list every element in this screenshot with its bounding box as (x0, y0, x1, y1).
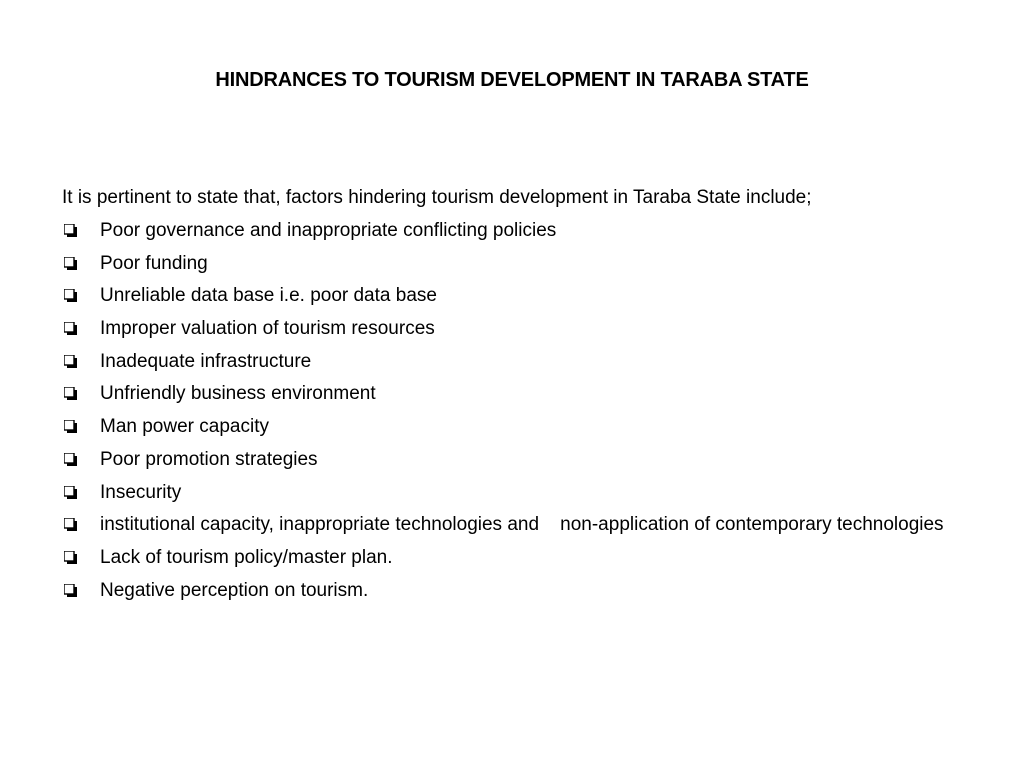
list-item-text: Improper valuation of tourism resources (100, 318, 435, 340)
list-item (62, 250, 962, 277)
checkbox-square-icon (64, 289, 77, 302)
list-item (62, 282, 962, 309)
list-item (62, 511, 962, 538)
list-item-text: Negative perception on tourism. (100, 579, 369, 601)
checkbox-square-icon (64, 387, 77, 400)
list-item (62, 315, 962, 342)
list-item (62, 413, 962, 440)
slide-content (62, 184, 962, 609)
list-item (62, 577, 962, 604)
checkbox-square-icon (64, 584, 77, 597)
checkbox-square-icon (64, 518, 77, 531)
list-item-text: institutional capacity, inappropriate technologies and non-application of contemporary technologies (100, 514, 944, 536)
list-item-text: Unreliable data base i.e. poor data base (100, 285, 437, 307)
list-item-text: Unfriendly business environment (100, 383, 376, 405)
list-item (62, 544, 962, 571)
checkbox-square-icon (64, 420, 77, 433)
bullet-list (62, 217, 962, 604)
list-item-text: Insecurity (100, 481, 182, 503)
checkbox-square-icon (64, 322, 77, 335)
checkbox-square-icon (64, 486, 77, 499)
checkbox-square-icon (64, 224, 77, 237)
list-item (62, 479, 962, 506)
list-item (62, 217, 962, 244)
list-item (62, 446, 962, 473)
list-item (62, 348, 962, 375)
list-item-text: Poor promotion strategies (100, 448, 318, 470)
checkbox-square-icon (64, 453, 77, 466)
list-item-text: Lack of tourism policy/master plan. (100, 546, 393, 568)
list-item (62, 380, 962, 407)
list-item-text: Inadequate infrastructure (100, 350, 312, 372)
checkbox-square-icon (64, 551, 77, 564)
list-item-text: Man power capacity (100, 416, 269, 438)
checkbox-square-icon (64, 355, 77, 368)
checkbox-square-icon (64, 257, 77, 270)
list-item-text: Poor funding (100, 252, 208, 274)
slide-title: HINDRANCES TO TOURISM DEVELOPMENT IN TARABA STATE (215, 69, 809, 91)
list-item-text: Poor governance and inappropriate conflicting policies (100, 220, 557, 241)
intro-text: It is pertinent to state that, factors hindering tourism development in Taraba State include; (62, 187, 812, 208)
